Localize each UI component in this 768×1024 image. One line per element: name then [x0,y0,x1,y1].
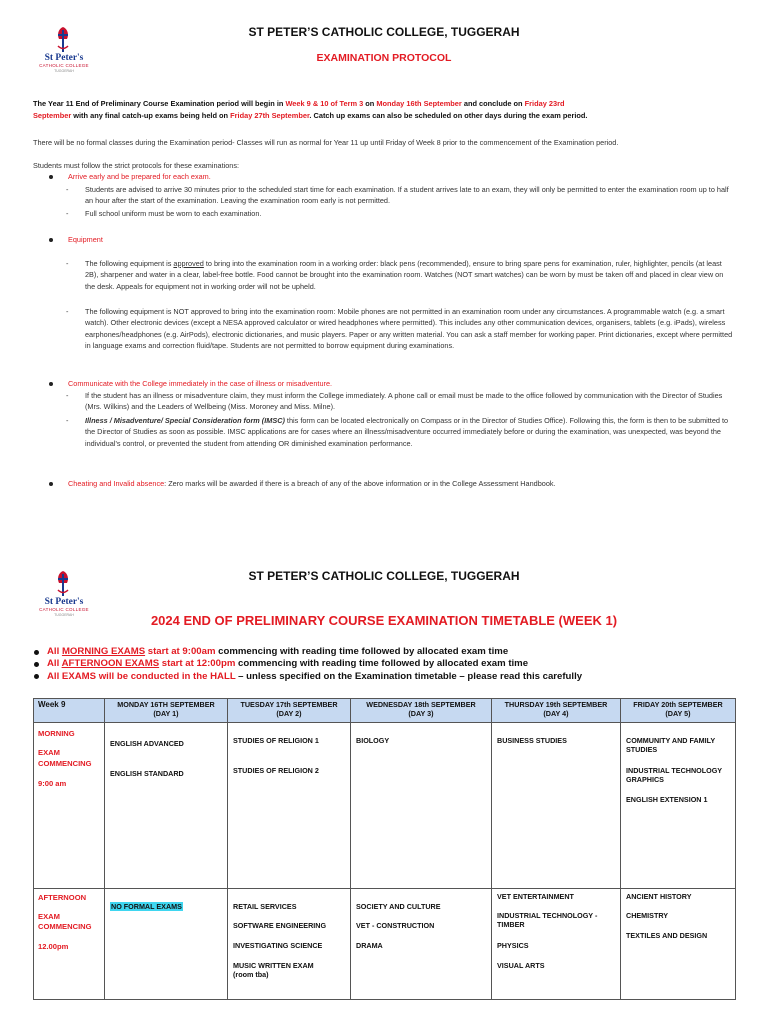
dash-text: Students are advised to arrive 30 minutes prior to the scheduled start time for each examination. If a student arrives late to an exam, they will only be permitted to enter the examination room up to half an hour after the start of the examination. Leaving the examination room early is not permitted. [85,185,729,206]
week-label: Week 9 [34,699,105,723]
intro-paragraph [33,98,733,122]
exam-cell [351,723,492,889]
school-title-2: ST PETER’S CATHOLIC COLLEGE, TUGGERAH [248,569,520,583]
rule-text: All [47,646,62,657]
intro-text: on [363,99,377,108]
exam-entry: BUSINESS STUDIES [497,736,567,745]
protocol-title: EXAMINATION PROTOCOL [316,52,452,64]
exam-entry: ENGLISH EXTENSION 1 [626,795,708,804]
exam-entry: VET ENTERTAINMENT [497,892,574,901]
no-formal-exams-badge: NO FORMAL EXAMS [111,902,182,911]
logo-sub: CATHOLIC COLLEGE [39,607,89,612]
dash-text: to bring into the examination room in a working order: black pens (recommended), ensure to bring spare pens for examination, ruler, highlighter, pencils (at least 2B), sharpener and water in a clear, label-free bottle. Food cannot be brought into the examination room. Watches (NOT smart watches) can be worn by must be taken off and placed in clear view on the desk. Appeals for equipment not in working order will not be upheld. [85,259,724,291]
day-number: (DAY 1) [153,709,179,718]
rule-text: start at 9:00am [145,646,216,657]
exam-entry: STUDIES OF RELIGION 1 [233,736,319,745]
dash-text: Full school uniform must be worn to each examination. [85,209,262,218]
session-label: COMMENCING [38,759,92,768]
school-title: ST PETER’S CATHOLIC COLLEGE, TUGGERAH [248,25,520,39]
exam-cell [228,723,351,889]
intro-catchup-date: Friday 27th September [230,111,310,120]
intro-text: . Catch up exams can also be scheduled on other days during the exam period. [309,111,588,120]
session-label: AFTERNOON [38,893,87,902]
exam-entry: DRAMA [356,941,383,950]
day-name: TUESDAY 17th SEPTEMBER [240,700,338,709]
timetable-title: 2024 END OF PRELIMINARY COURSE EXAMINATION TIMETABLE (WEEK 1) [150,613,618,628]
rule-morning [33,646,733,658]
logo-sub2: TUGGERAH [54,613,74,617]
exam-entry: PHYSICS [497,941,529,950]
session-time: 9:00 am [38,779,67,788]
exam-entry: VISUAL ARTS [497,961,545,970]
exam-entry: STUDIES OF RELIGION 2 [233,766,319,775]
day-number: (DAY 5) [665,709,691,718]
rule-text: All EXAMS will be conducted in the HALL [47,670,236,682]
exam-entry: INVESTIGATING SCIENCE [233,941,323,950]
dash-text: this form can be located electronically on Compass or in the Director of Studies Office). Following this, the form is then to be submitted to the Director of Studies as soon as possible. IMSC applications are for cases where an illness/misadventure occurred immediately before or during the examination, was unexpected, was beyond the individual’s control, or prevented the student from attending OR diminished examination performance. [85,416,729,448]
day-header [228,699,351,723]
day-number: (DAY 4) [543,709,569,718]
exam-cell [621,889,736,1000]
timetable-header-row [34,699,736,723]
logo-name: St Peter's [44,53,84,63]
exam-entry: SOCIETY AND CULTURE [356,902,441,911]
exam-cell [492,889,621,1000]
rule-afternoon-exams: AFTERNOON EXAMS [61,658,160,670]
day-header [621,699,736,723]
logo-sub: CATHOLIC COLLEGE [39,63,89,68]
day-name: MONDAY 16TH SEPTEMBER [117,700,215,709]
day-name: FRIDAY 20th SEPTEMBER [633,700,723,709]
intro-text: and conclude on [461,99,525,108]
day-header [105,699,228,723]
exam-entry: COMMUNITY AND FAMILY STUDIES [626,736,716,754]
bullet-title: Communicate with the College immediately in the case of illness or misadventure. [68,379,333,388]
rule-text: – unless specified on the Examination timetable – please read this carefully [235,670,583,682]
day-name: THURSDAY 19th SEPTEMBER [504,700,608,709]
intro-text: with any final catch-up exams being held on [71,111,231,120]
rule-text: start at 12:00pm [159,658,236,670]
exam-entry: TEXTILES AND DESIGN [626,931,708,940]
bullet-title: Equipment [68,235,103,244]
bullet-title: Cheating and Invalid absence [68,479,165,488]
bullet-title: Arrive early and be prepared for each exam. [68,172,211,181]
exam-entry: INDUSTRIAL TECHNOLOGY GRAPHICS [626,766,722,784]
exam-entry: BIOLOGY [356,736,390,745]
exam-entry: VET - CONSTRUCTION [356,921,435,930]
exam-entry: ENGLISH STANDARD [110,769,184,778]
imsc-form-name: Illness / Misadventure/ Special Consideration form (IMSC) [85,416,285,425]
intro-week: Week 9 & 10 of Term 3 [285,99,364,108]
exam-entry: RETAIL SERVICES [233,902,297,911]
intro-text: The Year 11 End of Preliminary Course Examination period will begin in [33,99,286,108]
exam-entry: CHEMISTRY [626,911,669,920]
day-name: WEDNESDAY 18th SEPTEMBER [366,700,476,709]
day-header [492,699,621,723]
session-label: MORNING [38,729,75,738]
session-label: EXAM [38,912,60,921]
rule-hall [33,671,733,683]
exam-cell [621,723,736,889]
timetable-rules [33,646,733,683]
day-number: (DAY 3) [408,709,434,718]
dash-text: The following equipment is [85,259,174,268]
dash-text: The following equipment is NOT approved to bring into the examination room: Mobile phones are not permitted in an examination room under any circumstances. A programmable watch (e.g. a smart watch). Other electronic devices (except a NESA approved calculator or wired headphones where permitted). This includes any other communication devices, organisers, tablets (e.g. iPads), wireless earphones/headphones (e.g. AirPods), electronic dictionaries, and music players. Paper or any written material. You can ask a staff member for working paper. Print dictionaries, except where permitted in language exams and correction fluid/tape. Students are not permitted to borrow equipment during examinations. [85,307,733,351]
protocols-lead: Students must follow the strict protocols for these examinations: [33,161,240,170]
exam-cell [105,889,228,1000]
afternoon-row [34,889,736,1000]
exam-cell [351,889,492,1000]
intro-start-date: Monday 16th September [376,99,462,108]
day-number: (DAY 2) [276,709,302,718]
logo-name: St Peter's [44,597,84,607]
exam-entry: MUSIC WRITTEN EXAM (room tba) [233,961,314,979]
rule-text: commencing with reading time followed by allocated exam time [235,658,529,670]
rule-morning-exams: MORNING EXAMS [61,646,146,657]
rule-text: All [47,658,62,670]
session-time: 12.00pm [38,942,69,951]
session-cell [34,723,105,889]
rule-text: commencing with reading time followed by allocated exam time [215,646,509,657]
session-label: COMMENCING [38,922,92,931]
day-header [351,699,492,723]
exam-entry: ANCIENT HISTORY [626,892,692,901]
exam-entry: INDUSTRIAL TECHNOLOGY - TIMBER [497,911,598,929]
exam-entry: ENGLISH ADVANCED [110,739,184,748]
intro-end-date: Friday 23rd [524,99,565,108]
exam-entry: SOFTWARE ENGINEERING [233,921,327,930]
exam-cell [492,723,621,889]
exam-cell [228,889,351,1000]
approved-underlined: approved [173,259,204,268]
rule-afternoon [33,658,733,670]
logo-sub2: TUGGERAH [54,69,74,73]
dash-text: If the student has an illness or misadventure claim, they must inform the College immediately. A phone call or email must be made to the office followed by communication with the Director of Studies (Mrs. Wilkins) and the Leaders of Wellbeing (Miss. Moroney and Miss. Milne). [85,391,723,412]
exam-cell [105,723,228,889]
no-classes-paragraph: There will be no formal classes during the Examination period- Classes will run as normal for Year 11 up until Friday of Week 8 prior to the commencement of the Examination period. [33,138,619,147]
session-label: EXAM [38,748,60,757]
bullet-text: : Zero marks will be awarded if there is a breach of any of the above information or in the College Assessment Handbook. [164,479,556,488]
morning-row [34,723,736,889]
session-cell [34,889,105,1000]
exam-timetable [33,698,736,1000]
intro-end-date-cont: September [33,111,72,120]
